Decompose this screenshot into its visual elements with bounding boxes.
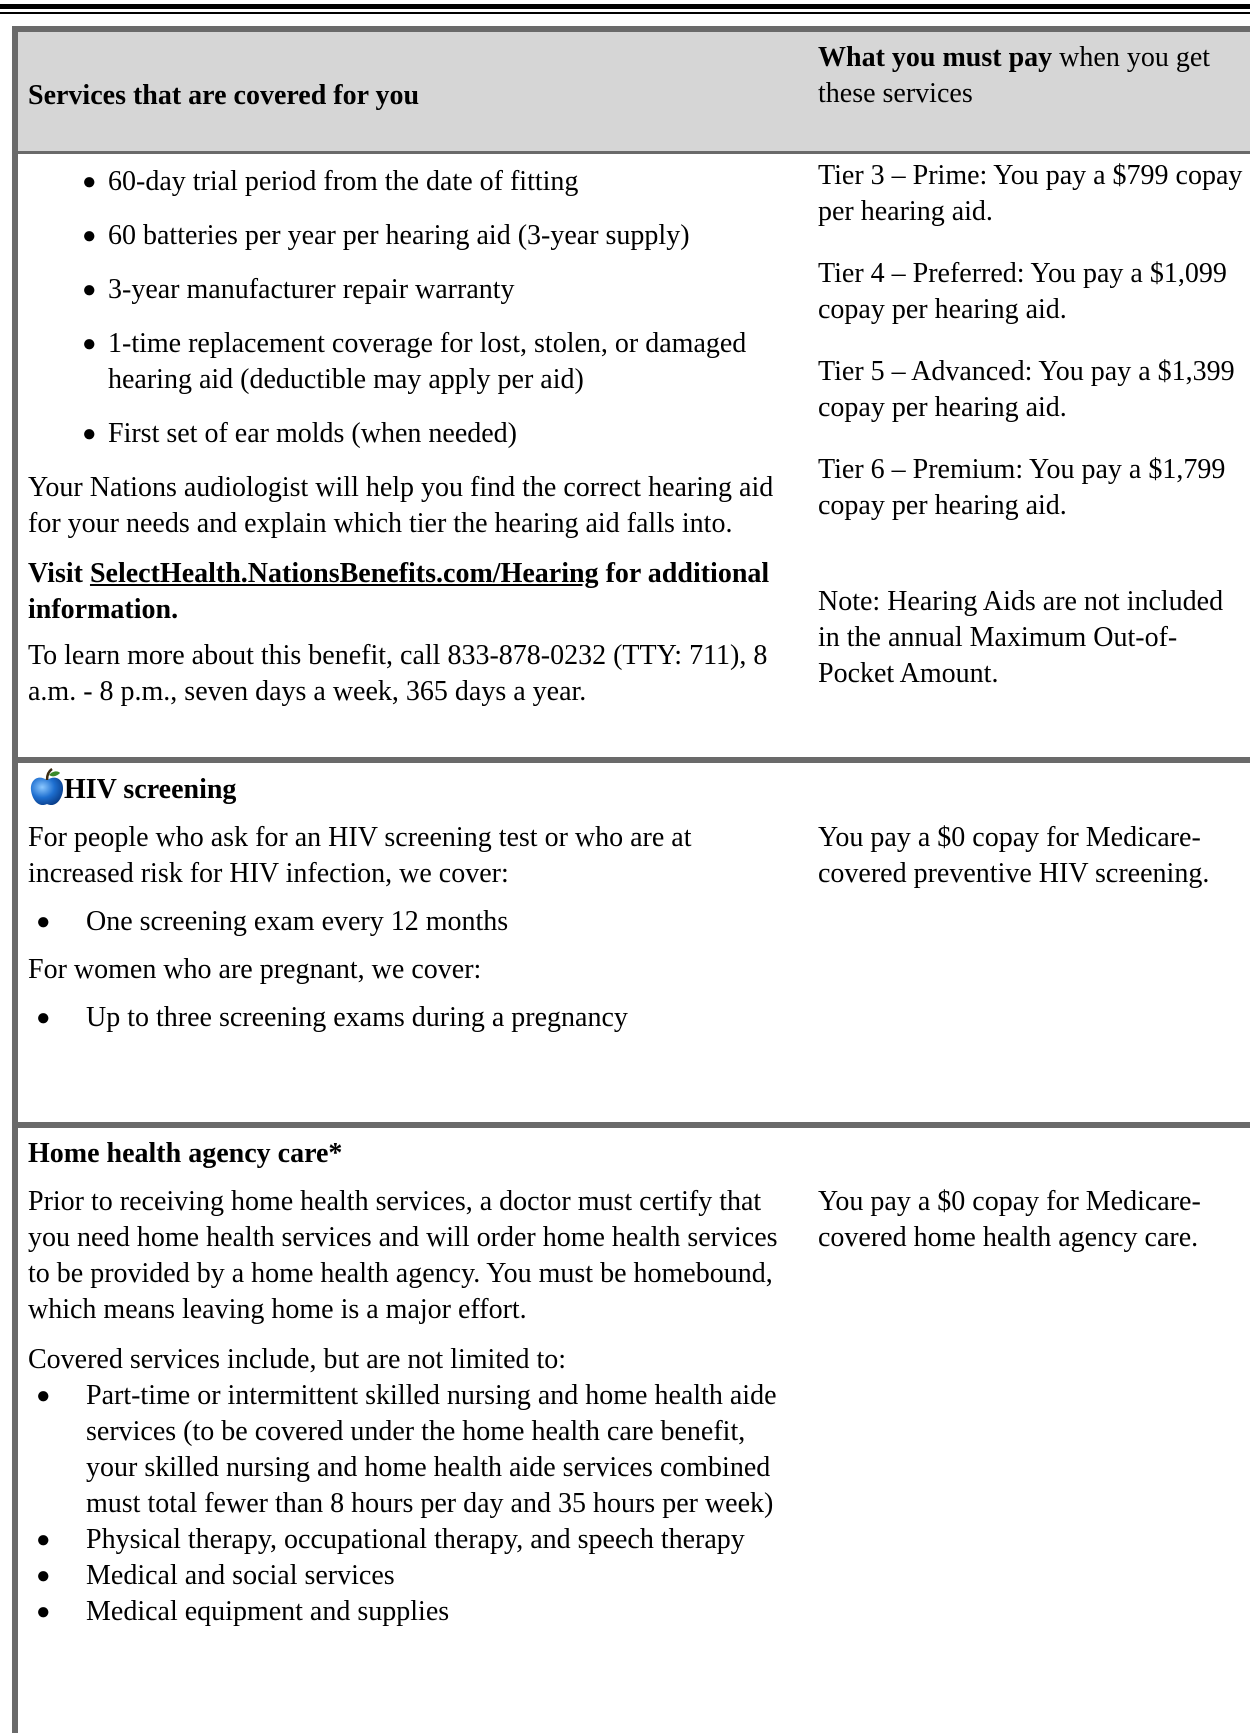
tier-3-text: Tier 3 – Prime: You pay a $799 copay per hearing aid. xyxy=(818,160,1243,227)
bullet-icon: ● xyxy=(82,421,97,447)
tier-6-text: Tier 6 – Premium: You pay a $1,799 copay per hearing aid. xyxy=(818,454,1226,521)
home-services-cell xyxy=(28,1184,798,1630)
header-payment xyxy=(818,40,1248,112)
bullet-icon: ● xyxy=(82,223,97,249)
header-payment-rest: when you get these services xyxy=(818,42,1211,109)
list-item: ● 60 batteries per year per hearing aid (3-year supply) xyxy=(28,218,798,254)
left-border xyxy=(12,26,18,1733)
call-text: To learn more about this benefit, call 833-878-0232 (TTY: 711), 8 a.m. - 8 p.m., seven days a week, 365 days a year. xyxy=(28,640,768,707)
header-services: Services that are covered for you xyxy=(28,80,420,111)
bullet-icon: ● xyxy=(36,1383,51,1409)
visit-text: Visit SelectHealth.NationsBenefits.com/Hearing for additional information. xyxy=(28,558,770,625)
bullet-icon: ● xyxy=(36,1563,51,1589)
tier-5-text: Tier 5 – Advanced: You pay a $1,399 copay per hearing aid. xyxy=(818,356,1235,423)
hiv-services-cell xyxy=(28,820,798,1036)
hiv-pregnant: For women who are pregnant, we cover: xyxy=(28,954,482,985)
hiv-intro: For people who ask for an HIV screening test or who are at increased risk for HIV infection, we cover: xyxy=(28,822,692,889)
list-item: ● Medical and social services xyxy=(28,1558,798,1594)
home-list xyxy=(28,1378,798,1630)
header-payment-bold: What you must pay xyxy=(818,42,1053,73)
bullet-icon: ● xyxy=(82,331,97,357)
hiv-title: HIV screening xyxy=(64,774,237,805)
benefits-table xyxy=(12,26,1250,1733)
top-rule-thin xyxy=(0,12,1250,14)
apple-icon xyxy=(28,768,66,808)
hearing-link[interactable]: SelectHealth.NationsBenefits.com/Hearing xyxy=(89,558,599,589)
list-item: ● 3-year manufacturer repair warranty xyxy=(28,272,798,308)
row-divider-1 xyxy=(12,757,1250,763)
hearing-bullet-list xyxy=(28,164,798,452)
list-item: ● First set of ear molds (when needed) xyxy=(28,416,798,452)
list-item: ● Up to three screening exams during a pregnancy xyxy=(28,1000,798,1036)
home-intro: Prior to receiving home health services, a doctor must certify that you need home health services and will order home health services to be provided by a home health agency. You must be homebound, which means leaving home is a major effort. xyxy=(28,1186,778,1325)
list-item: ● 1-time replacement coverage for lost, stolen, or damaged hearing aid (deductible may apply per aid) xyxy=(82,328,747,395)
hearing-services-cell xyxy=(28,164,798,710)
hiv-list-2 xyxy=(28,1000,798,1036)
home-title: Home health agency care* xyxy=(28,1138,343,1169)
header-divider xyxy=(12,151,1250,154)
home-payment: You pay a $0 copay for Medicare-covered home health agency care. xyxy=(818,1186,1201,1253)
hearing-note: Note: Hearing Aids are not included in the annual Maximum Out-of-Pocket Amount. xyxy=(818,586,1224,689)
hiv-list-1 xyxy=(28,904,798,940)
bullet-icon: ● xyxy=(36,1527,51,1553)
bullet-icon: ● xyxy=(82,169,97,195)
tier-4-text: Tier 4 – Preferred: You pay a $1,099 copay per hearing aid. xyxy=(818,258,1227,325)
list-item: ● Physical therapy, occupational therapy, and speech therapy xyxy=(28,1522,798,1558)
list-item: ● Part-time or intermittent skilled nursing and home health aide services (to be covered under the home health care benefit, your skilled nursing and home health aide services combined must total fewer than 8 hours per day and 35 hours per week) xyxy=(36,1380,777,1519)
audiologist-text: Your Nations audiologist will help you find the correct hearing aid for your needs and explain which tier the hearing aid falls into. xyxy=(28,472,774,539)
list-item: ● 60-day trial period from the date of fitting xyxy=(28,164,798,200)
bullet-icon: ● xyxy=(36,1599,51,1625)
list-item: ● One screening exam every 12 months xyxy=(28,904,798,940)
row-divider-2 xyxy=(12,1122,1250,1128)
bullet-icon: ● xyxy=(82,277,97,303)
list-item: ● Medical equipment and supplies xyxy=(28,1594,798,1630)
hiv-payment: You pay a $0 copay for Medicare-covered preventive HIV screening. xyxy=(818,822,1210,889)
hearing-payment-cell xyxy=(818,158,1248,692)
bullet-icon: ● xyxy=(36,909,51,935)
top-rule xyxy=(0,4,1250,9)
home-covered: Covered services include, but are not limited to: xyxy=(28,1344,567,1375)
bullet-icon: ● xyxy=(36,1005,51,1031)
